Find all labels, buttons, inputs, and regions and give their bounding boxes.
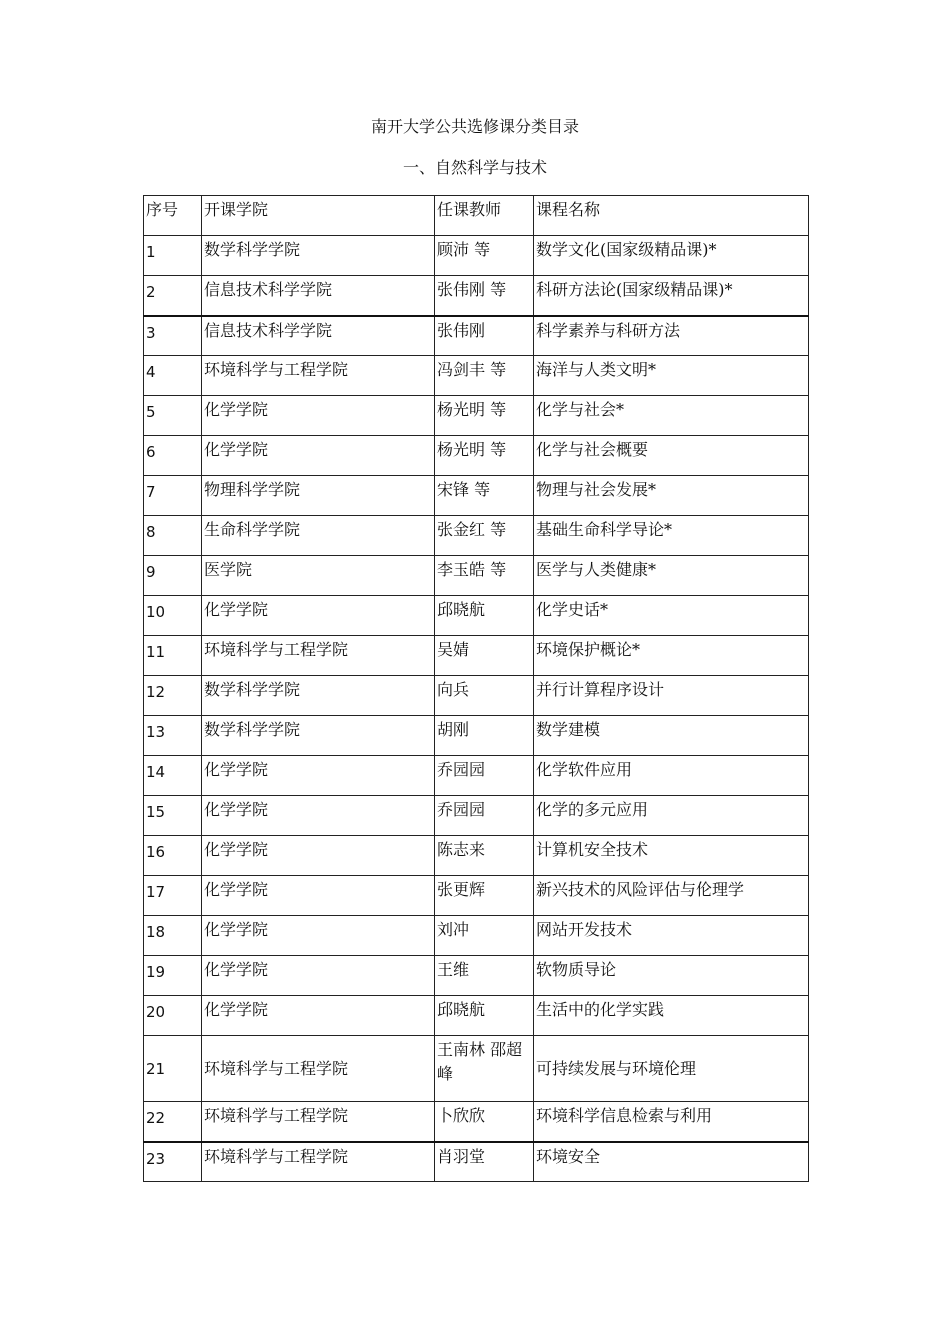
row-teacher: 王南林 邵超峰: [435, 1036, 534, 1102]
row-school: 化学学院: [202, 876, 435, 916]
row-index: 20: [144, 996, 202, 1036]
row-teacher: 张伟刚 等: [435, 276, 534, 316]
row-school: 环境科学与工程学院: [202, 1036, 435, 1102]
row-school: 物理科学学院: [202, 476, 435, 516]
row-course: 化学的多元应用: [534, 796, 809, 836]
row-course: 医学与人类健康*: [534, 556, 809, 596]
row-teacher: 吴婧: [435, 636, 534, 676]
table-row: [144, 996, 809, 1036]
row-teacher: 邱晓航: [435, 996, 534, 1036]
row-course: 计算机安全技术: [534, 836, 809, 876]
table-row: [144, 476, 809, 516]
row-teacher: 冯剑丰 等: [435, 356, 534, 396]
table-row: [144, 796, 809, 836]
row-teacher: 肖羽堂: [435, 1142, 534, 1182]
row-course: 数学建模: [534, 716, 809, 756]
row-course: 科研方法论(国家级精品课)*: [534, 276, 809, 316]
header-course: 课程名称: [534, 196, 809, 236]
table-row: [144, 1142, 809, 1182]
row-teacher: 乔园园: [435, 756, 534, 796]
row-teacher: 张金红 等: [435, 516, 534, 556]
row-school: 化学学院: [202, 436, 435, 476]
table-row: [144, 596, 809, 636]
row-course: 新兴技术的风险评估与伦理学: [534, 876, 809, 916]
table-row: [144, 836, 809, 876]
row-course: 科学素养与科研方法: [534, 316, 809, 356]
row-index: 2: [144, 276, 202, 316]
row-course: 环境安全: [534, 1142, 809, 1182]
section-title: 一、自然科学与技术: [402, 158, 547, 177]
table-row: [144, 916, 809, 956]
row-school: 医学院: [202, 556, 435, 596]
table-row: [144, 956, 809, 996]
row-course: 化学与社会*: [534, 396, 809, 436]
table-row: [144, 276, 809, 316]
row-index: 10: [144, 596, 202, 636]
row-course: 可持续发展与环境伦理: [534, 1036, 809, 1102]
table-row: [144, 636, 809, 676]
row-index: 16: [144, 836, 202, 876]
table-row: [144, 516, 809, 556]
table-row: [144, 1036, 809, 1102]
row-school: 数学科学学院: [202, 676, 435, 716]
row-index: 15: [144, 796, 202, 836]
row-index: 1: [144, 236, 202, 276]
row-index: 19: [144, 956, 202, 996]
row-school: 化学学院: [202, 756, 435, 796]
row-course: 环境科学信息检索与利用: [534, 1102, 809, 1142]
row-teacher: 向兵: [435, 676, 534, 716]
row-index: 17: [144, 876, 202, 916]
row-teacher: 王维: [435, 956, 534, 996]
header-index: 序号: [144, 196, 202, 236]
row-index: 9: [144, 556, 202, 596]
row-teacher: 邱晓航: [435, 596, 534, 636]
row-index: 14: [144, 756, 202, 796]
row-school: 信息技术科学学院: [202, 276, 435, 316]
header-school: 开课学院: [202, 196, 435, 236]
row-school: 生命科学学院: [202, 516, 435, 556]
row-school: 环境科学与工程学院: [202, 356, 435, 396]
row-school: 化学学院: [202, 396, 435, 436]
row-school: 化学学院: [202, 836, 435, 876]
row-index: 7: [144, 476, 202, 516]
row-course: 软物质导论: [534, 956, 809, 996]
row-index: 3: [144, 316, 202, 356]
table-row: [144, 676, 809, 716]
row-school: 化学学院: [202, 956, 435, 996]
row-index: 5: [144, 396, 202, 436]
row-teacher: 刘冲: [435, 916, 534, 956]
header-teacher: 任课教师: [435, 196, 534, 236]
row-course: 海洋与人类文明*: [534, 356, 809, 396]
row-index: 21: [144, 1036, 202, 1102]
row-index: 13: [144, 716, 202, 756]
row-course: 基础生命科学导论*: [534, 516, 809, 556]
table-row: [144, 716, 809, 756]
row-course: 数学文化(国家级精品课)*: [534, 236, 809, 276]
row-index: 23: [144, 1142, 202, 1182]
table-row: [144, 556, 809, 596]
row-index: 18: [144, 916, 202, 956]
course-table: [143, 195, 809, 1182]
row-course: 化学与社会概要: [534, 436, 809, 476]
row-index: 22: [144, 1102, 202, 1142]
table-row: [144, 396, 809, 436]
table-row: [144, 356, 809, 396]
row-teacher: 宋锋 等: [435, 476, 534, 516]
row-teacher: 李玉皓 等: [435, 556, 534, 596]
row-course: 化学软件应用: [534, 756, 809, 796]
row-school: 化学学院: [202, 996, 435, 1036]
course-table-body: [144, 196, 809, 1182]
document-title: 南开大学公共选修课分类目录: [370, 117, 579, 136]
table-row: [144, 756, 809, 796]
row-index: 8: [144, 516, 202, 556]
row-teacher: 杨光明 等: [435, 396, 534, 436]
row-school: 数学科学学院: [202, 236, 435, 276]
row-school: 化学学院: [202, 796, 435, 836]
row-course: 环境保护概论*: [534, 636, 809, 676]
row-index: 4: [144, 356, 202, 396]
table-row: [144, 236, 809, 276]
row-school: 环境科学与工程学院: [202, 1102, 435, 1142]
row-teacher: 张更辉: [435, 876, 534, 916]
table-header-row: [144, 196, 809, 236]
row-school: 化学学院: [202, 596, 435, 636]
row-index: 6: [144, 436, 202, 476]
row-course: 化学史话*: [534, 596, 809, 636]
row-course: 生活中的化学实践: [534, 996, 809, 1036]
row-teacher: 张伟刚: [435, 316, 534, 356]
table-row: [144, 316, 809, 356]
row-teacher: 卜欣欣: [435, 1102, 534, 1142]
row-teacher: 顾沛 等: [435, 236, 534, 276]
table-row: [144, 436, 809, 476]
row-school: 数学科学学院: [202, 716, 435, 756]
row-index: 12: [144, 676, 202, 716]
row-school: 环境科学与工程学院: [202, 636, 435, 676]
row-teacher: 杨光明 等: [435, 436, 534, 476]
row-teacher: 胡刚: [435, 716, 534, 756]
row-course: 物理与社会发展*: [534, 476, 809, 516]
table-row: [144, 1102, 809, 1142]
row-school: 环境科学与工程学院: [202, 1142, 435, 1182]
row-teacher: 陈志来: [435, 836, 534, 876]
table-row: [144, 876, 809, 916]
row-teacher: 乔园园: [435, 796, 534, 836]
row-index: 11: [144, 636, 202, 676]
row-school: 化学学院: [202, 916, 435, 956]
row-course: 并行计算程序设计: [534, 676, 809, 716]
row-course: 网站开发技术: [534, 916, 809, 956]
row-school: 信息技术科学学院: [202, 316, 435, 356]
